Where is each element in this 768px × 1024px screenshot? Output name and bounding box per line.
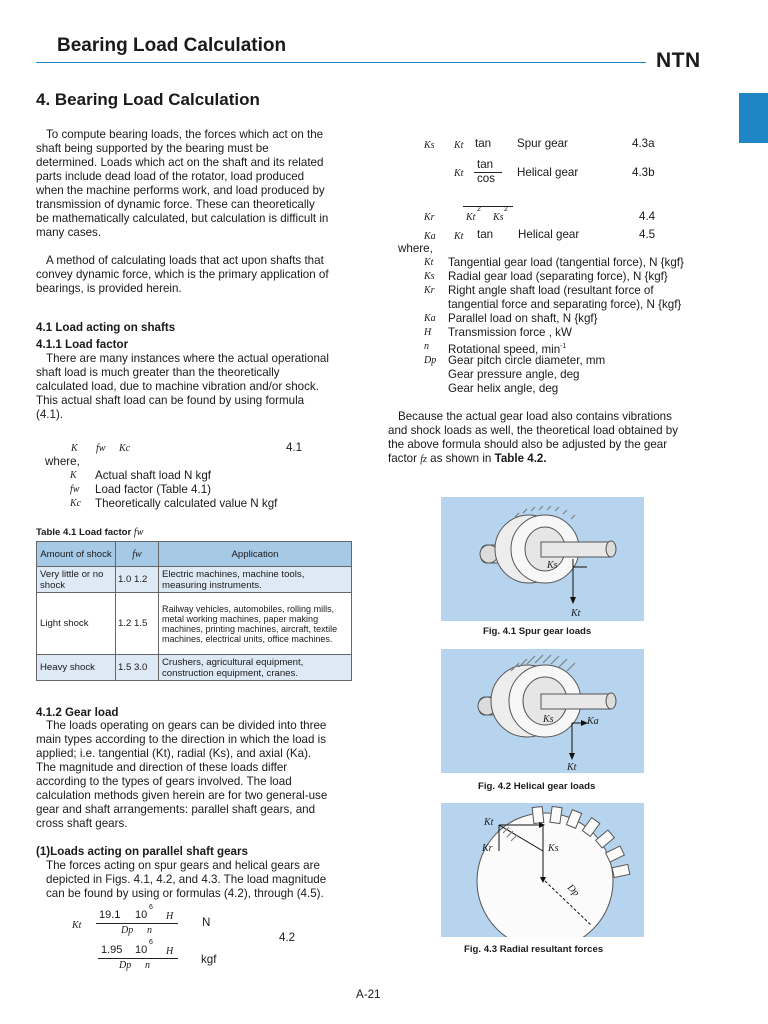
figure-4-1-caption: Fig. 4.1 Spur gear loads <box>483 626 592 637</box>
f43b-top: tan <box>477 158 494 171</box>
running-header-title: Bearing Load Calculation <box>57 35 287 56</box>
chapter-tab <box>739 93 768 143</box>
f45-kt: Kt <box>454 231 464 242</box>
section-title: 4. Bearing Load Calculation <box>36 90 260 109</box>
f43b-kt: Kt <box>454 168 464 179</box>
table-4-1-caption: Table 4.1 Load factor fw <box>36 527 144 538</box>
header-rule <box>36 62 646 63</box>
table-header: fw <box>116 542 159 567</box>
fig-label: Kr <box>482 843 493 854</box>
f43a-name: Spur gear <box>517 137 568 150</box>
definition-row: Ks Radial gear load (separating force), N {kgf} <box>424 270 668 283</box>
page-number: A-21 <box>356 988 381 1001</box>
table-header: Amount of shock <box>37 542 116 567</box>
f43b-bot: cos <box>477 172 496 185</box>
definition-row: Kr Right angle shaft load (resultant force of <box>424 284 654 297</box>
parallel-shaft-gears-paragraph: The forces acting on spur gears and helical gears are depicted in Figs. 4.1, 4.2, and 4.3. The load magnitude can be found by using or formulas (4.2), through (4.5). <box>46 859 327 900</box>
intro-paragraph-1: To compute bearing loads, the forces which act on the shaft being supported by the bearing must be determined. Loads which act on the shaft and its related parts include dead load of the rotator, load produced when the machine performs work, and load produced by transmission of dynamic force. These can theoretically be mathematically calculated, but calculation is difficult in many cases. <box>36 128 329 239</box>
f45-name: Helical gear <box>518 228 580 241</box>
definition-row: H Transmission force , kW <box>424 326 572 339</box>
f43b-name: Helical gear <box>517 166 579 179</box>
formula-4-1-kc: Kc <box>119 443 131 454</box>
table-row: Heavy shock 1.5 3.0 Crushers, agricultural equipment, construction equipment, cranes. <box>37 655 352 681</box>
where-label: where, <box>45 455 80 468</box>
definition-row: tangential force and separating force), N {kgf} <box>448 298 682 311</box>
parallel-shaft-gears-title: (1)Loads acting on parallel shaft gears <box>36 845 248 858</box>
formula-4-1-k: K <box>71 443 78 454</box>
figure-4-1-spur-gear <box>441 497 644 621</box>
gear-load-definitions <box>424 256 724 396</box>
f44-number: 4.4 <box>639 210 656 223</box>
fig-label: Ks <box>547 560 558 571</box>
f44-kr: Kr <box>424 212 435 223</box>
table-row: Light shock 1.2 1.5 Railway vehicles, automobiles, rolling mills, metal working machines, paper making machines, printing machines, aircraft, textile machines, electrical units, office machines. <box>37 593 352 655</box>
helical-gear-illustration <box>441 649 644 773</box>
subsection-4-1-2-title: 4.1.2 Gear load <box>36 706 119 719</box>
fig-label: Kt <box>484 817 494 828</box>
definition-row: Dp Gear pitch circle diameter, mm <box>424 354 606 367</box>
f44-kt: Kt <box>466 212 476 223</box>
table-row: Very little or no shock 1.0 1.2 Electric machines, machine tools, measuring instruments. <box>37 567 352 593</box>
f43a-number: 4.3a <box>632 137 655 150</box>
spur-gear-illustration <box>441 497 644 621</box>
f44-pow: 2 <box>504 206 508 213</box>
f44-pow: 2 <box>477 206 481 213</box>
subsection-4-1-title: 4.1 Load acting on shafts <box>36 321 176 334</box>
definition-row: n Rotational speed, $\min^{-1}$ <box>424 341 567 356</box>
figure-4-3-radial-forces <box>441 803 644 937</box>
figure-4-3-caption: Fig. 4.3 Radial resultant forces <box>464 944 604 955</box>
f43a-kt: Kt <box>454 140 464 151</box>
definition-row: Kt Tangential gear load (tangential force), N {kgf} <box>424 256 684 269</box>
gear-load-paragraph: The loads operating on gears can be divided into three main types according to the direction in which the load is applied; i.e. tangential (Kt), radial (Ks), and axial (Ka). The magnitude and direction of these loads differ according to the types of gears involved. The load calculation methods given herein are for two general-use gear and shaft arrangements: parallel shaft gears, and cross shaft gears. <box>36 719 328 830</box>
definition-row: Gear helix angle, deg <box>448 382 559 395</box>
f45-ka: Ka <box>424 231 436 242</box>
figure-4-2-caption: Fig. 4.2 Helical gear loads <box>478 781 596 792</box>
radial-forces-illustration <box>441 803 644 937</box>
f43a-fn: tan <box>475 137 492 150</box>
load-factor-table <box>36 541 352 681</box>
definition-row: Gear pressure angle, deg <box>448 368 580 381</box>
fig-label: Kt <box>571 608 581 619</box>
ntn-logo: NTN <box>656 49 701 72</box>
f43b-number: 4.3b <box>632 166 655 179</box>
f43a-ks: Ks <box>424 140 435 151</box>
formula-4-1-fw: fw <box>96 443 106 454</box>
table-header: Application <box>159 542 352 567</box>
subsection-4-1-1-title: 4.1.1 Load factor <box>36 338 129 351</box>
figure-4-2-helical-gear <box>441 649 644 773</box>
fig-label: Kt <box>567 762 577 773</box>
intro-paragraph-2: A method of calculating loads that act upon shafts that convey dynamic force, which is the primary application of bearings, is provided herein. <box>36 254 329 295</box>
f45-number: 4.5 <box>639 228 656 241</box>
formula-4-1-number: 4.1 <box>286 441 303 454</box>
load-factor-paragraph: There are many instances where the actual operational shaft load is much greater than the theoretically calculated load, due to machine vibration and/or shock. This actual shaft load can be found by using formula (4.1). <box>36 352 329 421</box>
f45-fn: tan <box>477 228 494 241</box>
definition-row: Ka Parallel load on shaft, N {kgf} <box>424 312 598 325</box>
f44-ks: Ks <box>493 212 504 223</box>
fig-label: Ks <box>543 714 554 725</box>
where-label-right: where, <box>398 242 433 255</box>
gear-factor-paragraph: Because the actual gear load also contains vibrations and shock loads as well, the theoretical load obtained by the above formula should also be adjusted by the gear factor fz as shown in Table 4.2. <box>388 410 679 465</box>
fig-label: Dp <box>564 882 582 899</box>
fig-label: Ks <box>548 843 559 854</box>
fig-label: Ka <box>587 716 599 727</box>
